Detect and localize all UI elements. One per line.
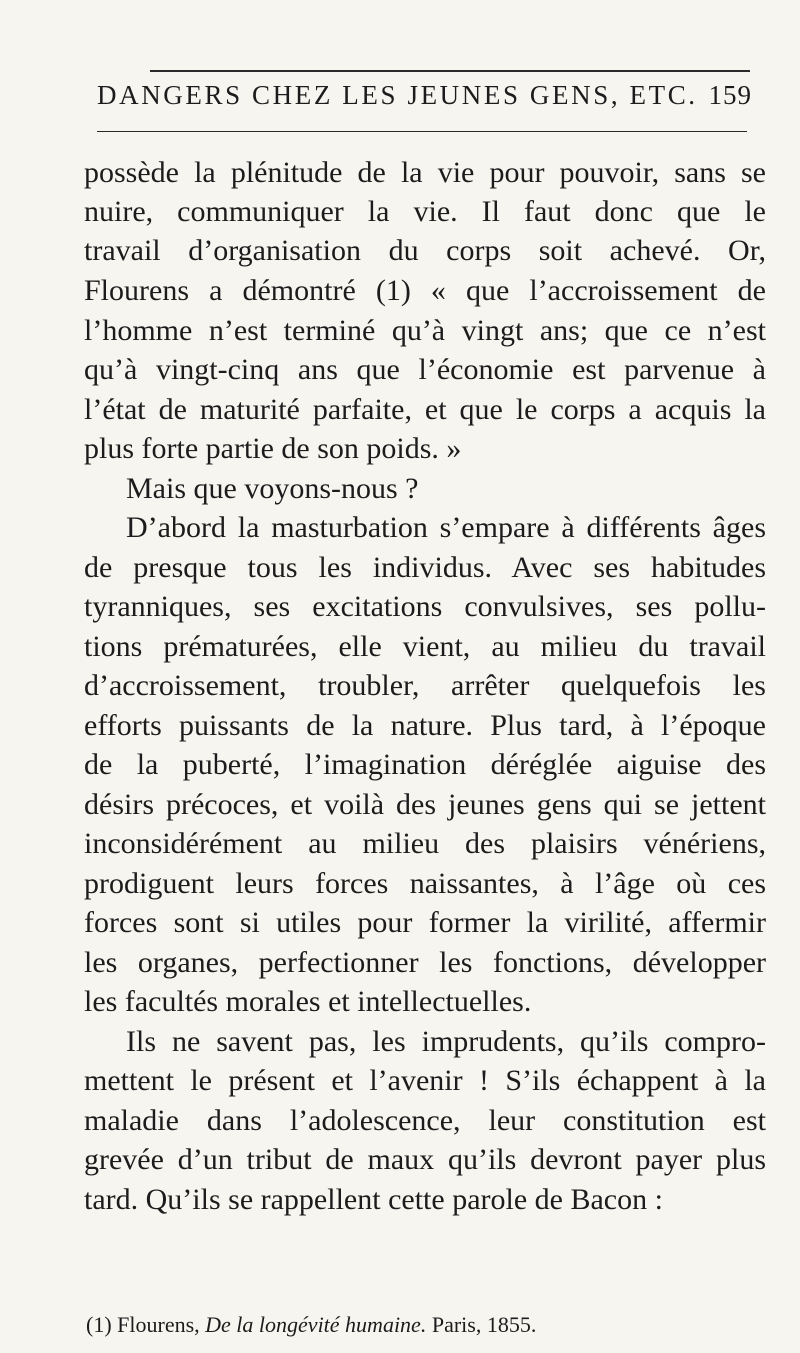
text-line: inconsidérément au milieu des plaisirs vénériens, <box>84 827 766 860</box>
text-line: d’accroissement, troubler, arrêter quelquefois les <box>84 669 766 702</box>
text-line: efforts puissants de la nature. Plus tard, à l’époque <box>84 709 766 742</box>
text-line: de presque tous les individus. Avec ses habitudes <box>84 551 766 584</box>
text-line: mettent le présent et l’avenir ! S’ils échappent à la <box>84 1064 766 1097</box>
text-line: grevée d’un tribut de maux qu’ils devront payer plus <box>84 1143 766 1176</box>
text-line: les organes, perfectionner les fonctions, développer <box>84 946 766 979</box>
text-line: nuire, communiquer la vie. Il faut donc que le <box>84 195 766 228</box>
footnote-author: Flourens, <box>117 1312 200 1337</box>
text-line: Mais que voyons-nous ? <box>126 472 419 505</box>
text-line: travail d’organisation du corps soit achevé. Or, <box>84 234 766 267</box>
header-rule <box>97 131 747 132</box>
text-line: tyranniques, ses excitations convulsives, ses pollu- <box>84 590 766 623</box>
top-rule <box>150 70 750 72</box>
footnote <box>86 1311 766 1339</box>
text-line: les facultés morales et intellectuelles. <box>84 985 532 1018</box>
text-line: possède la plénitude de la vie pour pouvoir, sans se <box>84 156 766 189</box>
text-line: Ils ne savent pas, les imprudents, qu’ils compro- <box>126 1025 766 1058</box>
running-title: DANGERS CHEZ LES JEUNES GENS, ETC. <box>97 80 698 110</box>
text-line: prodiguent leurs forces naissantes, à l’âge où ces <box>84 867 766 900</box>
text-line: maladie dans l’adolescence, leur constitution est <box>84 1104 766 1137</box>
text-line: tard. Qu’ils se rappellent cette parole de Bacon : <box>84 1183 663 1216</box>
running-head <box>97 80 752 111</box>
text-line: de la puberté, l’imagination déréglée aiguise des <box>84 748 766 781</box>
text-line: l’état de maturité parfaite, et que le corps a acquis la <box>84 393 766 426</box>
text-line: qu’à vingt-cinq ans que l’économie est parvenue à <box>84 353 766 386</box>
footnote-marker: (1) <box>86 1312 112 1337</box>
footnote-title: De la longévité humaine. <box>205 1312 427 1337</box>
text-line: tions prématurées, elle vient, au milieu du travail <box>84 630 766 663</box>
page-number: 159 <box>708 80 752 110</box>
text-line: l’homme n’est terminé qu’à vingt ans; que ce n’est <box>84 314 766 347</box>
text-line: forces sont si utiles pour former la virilité, affermir <box>84 906 766 939</box>
text-line: Flourens a démontré (1) « que l’accroissement de <box>84 274 766 307</box>
text-line: désirs précoces, et voilà des jeunes gens qui se jettent <box>84 788 766 821</box>
footnote-place-date: Paris, 1855. <box>431 1312 537 1337</box>
text-line: D’abord la masturbation s’empare à différents âges <box>126 511 766 544</box>
text-line: plus forte partie de son poids. » <box>84 432 462 465</box>
